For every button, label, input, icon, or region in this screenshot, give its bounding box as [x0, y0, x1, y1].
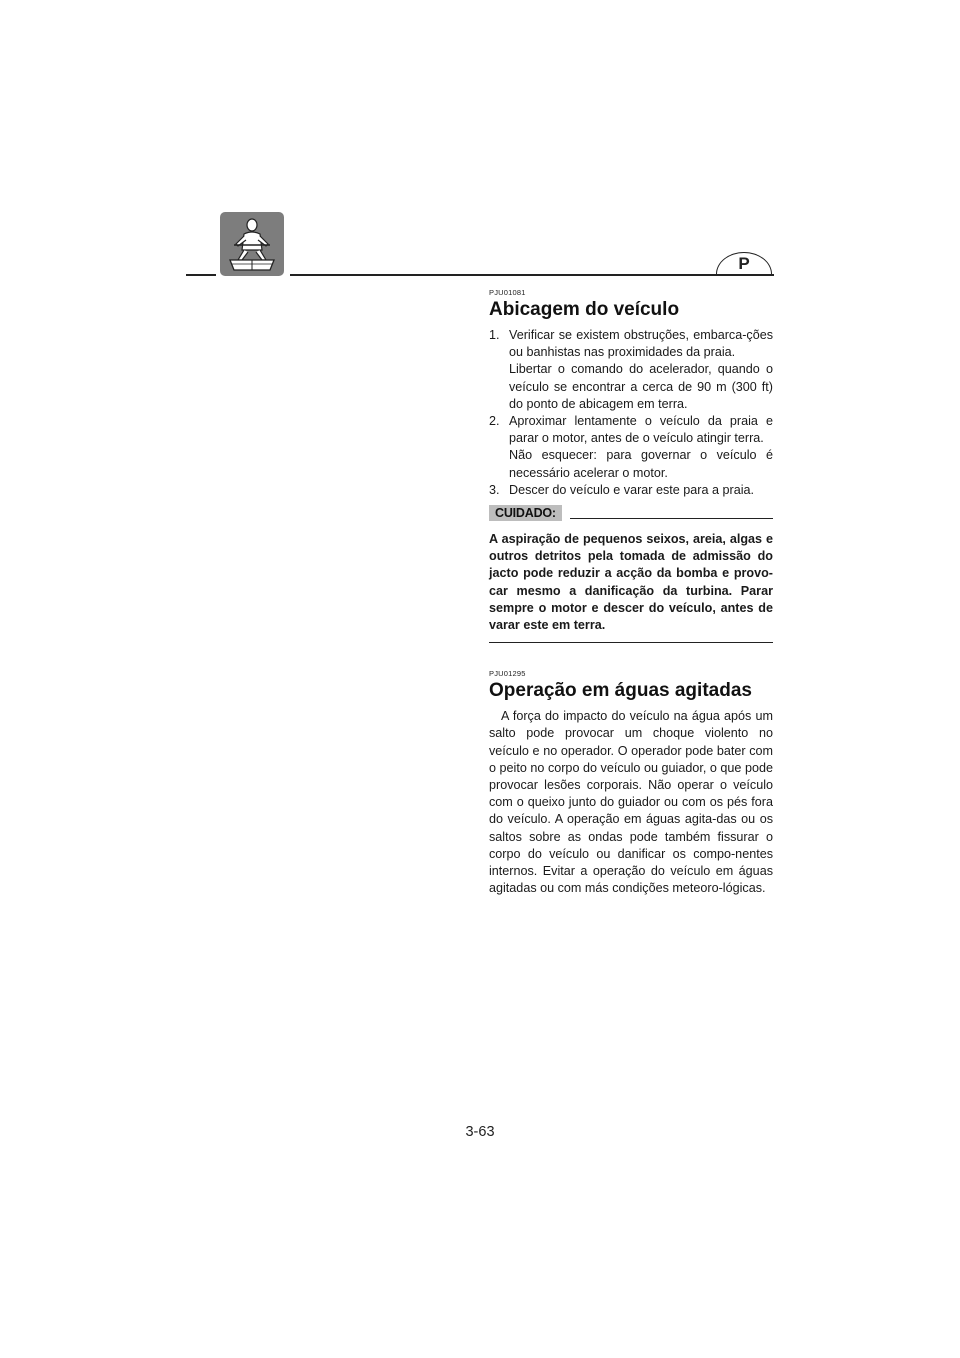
step-number: 1. [489, 328, 500, 342]
page-number: 3-63 [465, 1124, 495, 1140]
step-text: Libertar o comando do acelerador, quando o veículo se encontrar a cerca de 90 m (300 ft) do ponto de abicagem em terra. [509, 362, 773, 411]
step-number: 3. [489, 482, 500, 497]
section-rough-water [489, 669, 773, 897]
header-rule-right [290, 274, 774, 276]
list-item [489, 413, 773, 482]
section-title: Operação em águas agitadas [489, 680, 752, 702]
step-number: 2. [489, 414, 500, 429]
caution-label: CUIDADO: [489, 505, 562, 521]
header-icon-box [220, 212, 284, 276]
list-item [489, 482, 773, 499]
caution-bottom-rule [489, 642, 773, 643]
steps-list [489, 327, 773, 499]
header-rule-left [186, 274, 216, 276]
section-code: PJU01081 [489, 288, 526, 297]
jet-ski-rider-icon [220, 212, 284, 276]
section-title: Abicagem do veículo [489, 299, 680, 320]
caution-text: A aspiração de pequenos seixos, areia, algas e outros detritos pela tomada de admissão do jacto pode reduzir a acção da bomba e provo-car mesmo a danificação da turbina. Parar sempre o motor e descer do veículo, antes de varar este em terra. [489, 532, 773, 633]
step-text: Não esquecer: para governar o veículo é necessário acelerar o motor. [509, 448, 773, 480]
list-item [489, 327, 773, 413]
section-paragraph: A força do impacto do veículo na água após um salto pode provocar um choque violento no veículo e no operador. O operador pode bater com o peito no corpo do veículo ou guiador, o que pode provocar lesões corporais. Não operar o veículo com o queixo junto do guiador ou com os pés fora do veículo. A operação em águas agita-das ou os saltos sobre as ondas pode também fissurar o corpo do veículo ou danificar os compo-nentes internos. Evitar a operação do veículo em águas agitadas ou com más condições meteoro-lógicas. [489, 709, 773, 896]
caution-header [489, 505, 773, 521]
page-content [489, 284, 773, 897]
step-text: Descer do veículo e varar este para a praia. [509, 482, 755, 497]
step-text: Verificar se existem obstruções, embarca-ções ou banhistas nas proximidades da praia. [509, 328, 773, 360]
section-code: PJU01295 [489, 669, 526, 679]
language-badge: P [716, 252, 772, 274]
caution-divider [570, 518, 773, 519]
step-text: Aproximar lentamente o veículo da praia e parar o motor, antes de o veículo atingir terra. [509, 414, 773, 446]
